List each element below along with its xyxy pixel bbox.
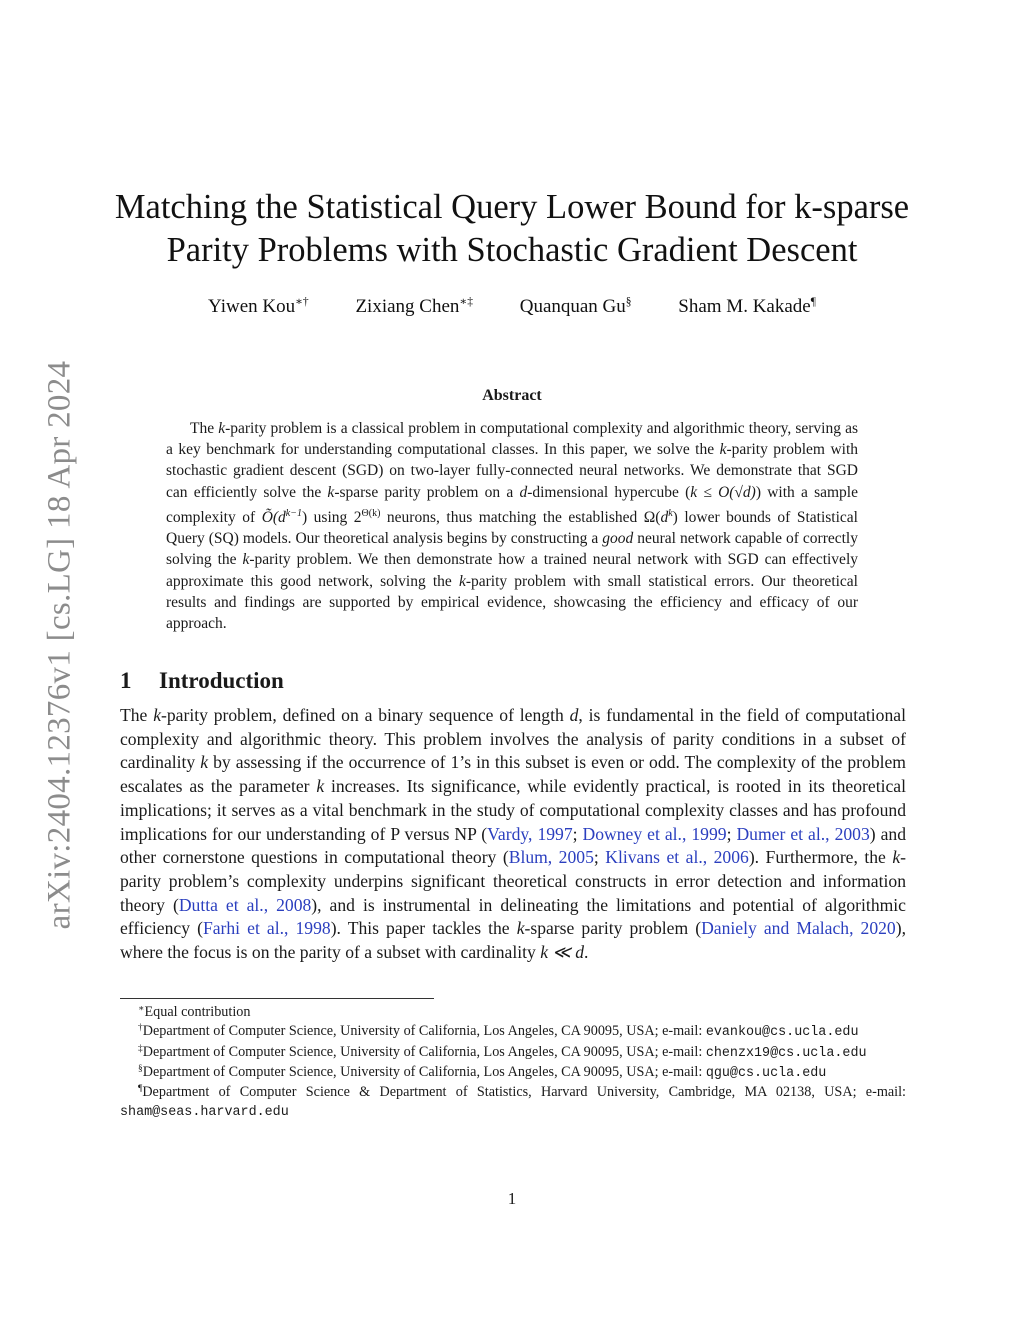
footnote-divider	[120, 998, 434, 999]
author: Sham M. Kakade¶	[678, 296, 816, 317]
page-number: 1	[507, 1189, 517, 1208]
footnotes	[120, 1003, 906, 1123]
footnote-mark: §	[138, 1063, 143, 1074]
footnote: §Department of Computer Science, University of California, Los Angeles, CA 90095, USA; e-mail: qgu@cs.ucla.edu	[138, 1063, 827, 1081]
title-line-2: Parity Problems with Stochastic Gradient Descent	[166, 231, 858, 269]
email-address[interactable]: qgu@cs.ucla.edu	[705, 1065, 827, 1081]
footnote-mark: ∗	[138, 1004, 145, 1014]
introduction-paragraph: The k-parity problem, defined on a binary sequence of length d, is fundamental in the field of computational complexity and algorithmic theory. This problem involves the analysis of parity conditions in a subset of cardinality k by assessing if the occurrence of 1’s in this subset is even or odd. The complexity of the problem escalates as the parameter k increases. Its significance, while evidently practical, is rooted in its theoretical implications; it serves as a vital benchmark in the study of computational complexity classes and has profound implications for our understanding of P versus NP (Vardy, 1997; Downey et al., 1999; Dumer et al., 2003) and other cornerstone questions in computational theory (Blum, 2005; Klivans et al., 2006). Furthermore, the k-parity problem’s complexity underpins significant theoretical constructs in error detection and information theory (Dutta et al., 2008), and is instrumental in delineating the limitations and potential of algorithmic efficiency (Farhi et al., 1998). This paper tackles the k-sparse parity problem (Daniely and Malach, 2020), where the focus is on the parity of a subset with cardinality k ≪ d.	[120, 705, 907, 963]
emphasis-good: good	[602, 530, 634, 548]
author-affiliation-mark[interactable]: §	[625, 296, 632, 308]
citation-link[interactable]: Daniely and Malach, 2020	[701, 918, 896, 939]
title-line-1: Matching the Statistical Query Lower Bound for k-sparse	[114, 188, 910, 226]
author: Quanquan Gu§	[519, 296, 632, 317]
arxiv-identifier[interactable]: arXiv:2404.12376v1 [cs.LG] 18 Apr 2024	[41, 360, 78, 930]
abstract-heading: Abstract	[482, 387, 542, 404]
citation-link[interactable]: Downey et al., 1999	[582, 823, 727, 844]
footnote: ∗Equal contribution	[138, 1004, 251, 1020]
email-address[interactable]: sham@seas.harvard.edu	[120, 1105, 289, 1121]
footnote-mark: ¶	[138, 1084, 143, 1095]
section-number: 1	[120, 668, 132, 693]
citation-link[interactable]: Farhi et al., 1998	[202, 918, 331, 939]
email-address[interactable]: chenzx19@cs.ucla.edu	[705, 1045, 867, 1061]
paper-title	[0, 186, 1024, 272]
footnote: †Department of Computer Science, University of California, Los Angeles, CA 90095, USA; e-mail: evankou@cs.ucla.edu	[138, 1023, 859, 1041]
footnote-mark: ‡	[138, 1043, 143, 1054]
citation-link[interactable]: Blum, 2005	[508, 847, 594, 868]
citation-link[interactable]: Dutta et al., 2008	[178, 894, 312, 915]
citation-link[interactable]: Vardy, 1997	[487, 823, 573, 844]
author-affiliation-mark[interactable]: ∗‡	[459, 296, 473, 308]
author: Zixiang Chen∗‡	[355, 296, 473, 317]
citation-link[interactable]: Dumer et al., 2003	[736, 823, 870, 844]
citation-link[interactable]: Klivans et al., 2006	[605, 847, 749, 868]
footnote: ‡Department of Computer Science, University of California, Los Angeles, CA 90095, USA; e-mail: chenzx19@cs.ucla.edu	[138, 1043, 867, 1061]
author: Yiwen Kou∗†	[208, 296, 309, 317]
section-title: Introduction	[159, 668, 284, 693]
author-list	[0, 296, 1024, 318]
author-affiliation-mark[interactable]: ¶	[810, 296, 816, 308]
footnote-mark: †	[138, 1023, 143, 1034]
email-address[interactable]: evankou@cs.ucla.edu	[705, 1025, 859, 1041]
footnote: ¶Department of Computer Science & Department of Statistics, Harvard University, Cambridge, MA 02138, USA; e-mail: sham@seas.harvard.edu	[120, 1084, 906, 1121]
abstract-text: The k-parity problem is a classical problem in computational complexity and algorithmic theory, serving as a key benchmark for understanding computational classes. In this paper, we solve the k-parity problem with stochastic gradient descent (SGD) on two-layer fully-connected neural networks. We demonstrate that SGD can efficiently solve the k-sparse parity problem on a d-dimensional hypercube (k ≤ O(√d)) with a sample complexity of $Õ(d^{k-1})$ using $2^{\Theta(k)}$ neurons, thus matching the established $\Omega(d^k)$ lower bounds of Statistical Query (SQ) models. Our theoretical analysis begins by constructing a good neural network capable of correctly solving the k-parity problem. We then demonstrate how a trained neural network with SGD can effectively approximate this good network, solving the k-parity problem with small statistical errors. Our theoretical results and findings are supported by empirical evidence, showcasing the efficiency and efficacy of our approach.	[166, 420, 858, 632]
author-affiliation-mark[interactable]: ∗†	[295, 296, 309, 308]
section-heading-introduction	[120, 668, 906, 694]
